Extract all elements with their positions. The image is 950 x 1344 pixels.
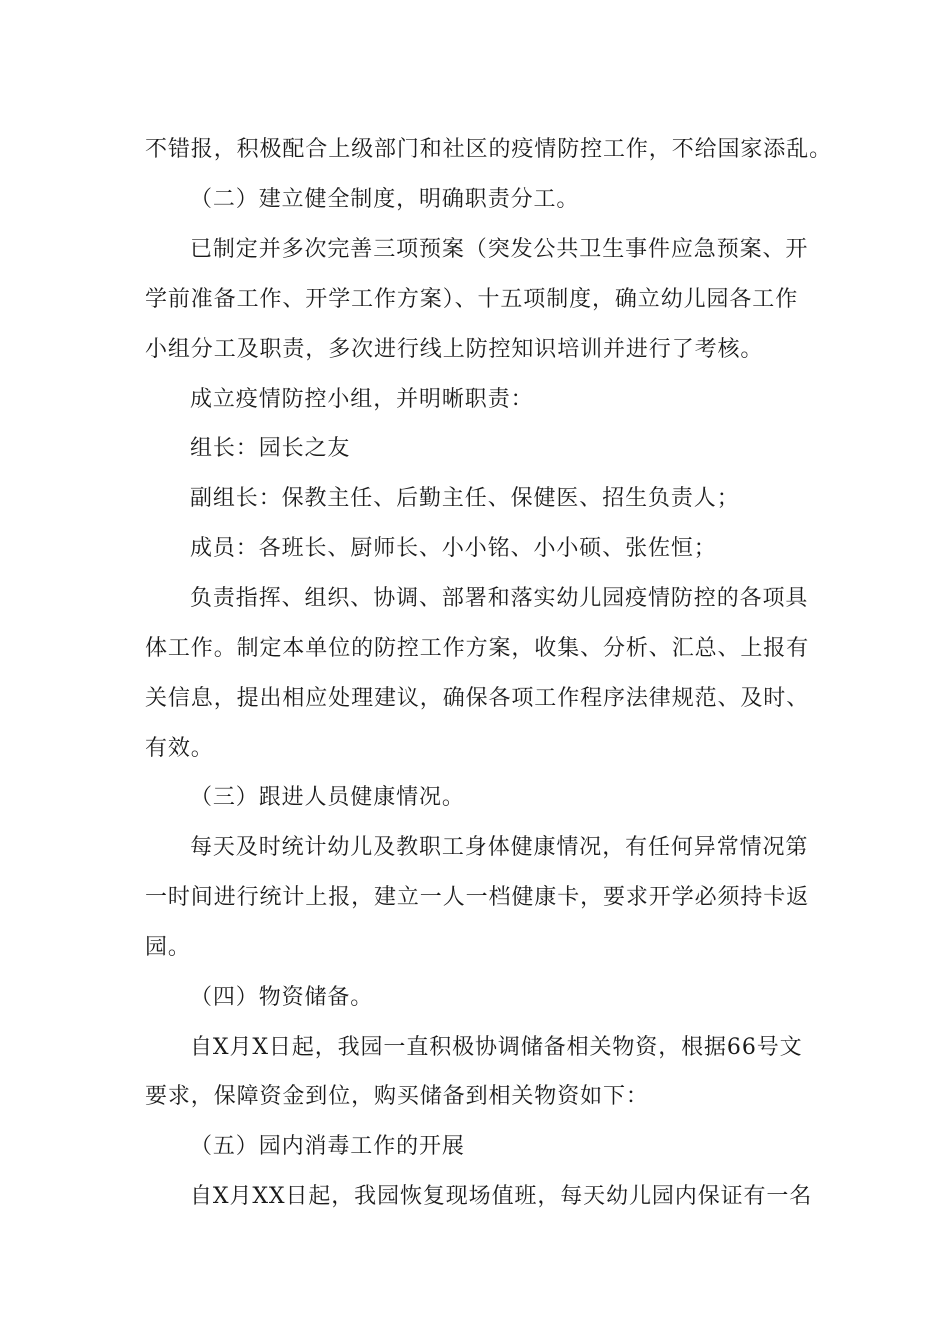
section-heading-3: （三）跟进人员健康情况。 xyxy=(190,785,465,810)
paragraph-line: 已制定并多次完善三项预案（突发公共卫生事件应急预案、开 xyxy=(190,237,809,262)
paragraph-line: 副组长：保教主任、后勤主任、保健医、招生负责人； xyxy=(190,486,740,511)
paragraph-line: 自X月XX日起，我园恢复现场值班，每天幼儿园内保证有一名 xyxy=(190,1184,813,1209)
paragraph-line: 园。 xyxy=(145,935,191,960)
section-heading-5: （五）园内消毒工作的开展 xyxy=(190,1134,465,1159)
section-heading-4: （四）物资储备。 xyxy=(190,985,374,1010)
paragraph-line: 有效。 xyxy=(145,736,214,761)
paragraph-line: 负责指挥、组织、协调、部署和落实幼儿园疫情防控的各项具 xyxy=(190,586,809,611)
paragraph-line: 不错报，积极配合上级部门和社区的疫情防控工作，不给国家添乱。 xyxy=(145,137,833,162)
paragraph-line: 体工作。制定本单位的防控工作方案，收集、分析、汇总、上报有 xyxy=(145,636,810,661)
paragraph-line: 学前准备工作、开学工作方案）、十五项制度，确立幼儿园各工作 xyxy=(145,287,799,312)
paragraph-line: 成员：各班长、厨师长、小小铭、小小硕、张佐恒； xyxy=(190,536,717,561)
paragraph-line: 要求，保障资金到位，购买储备到相关物资如下： xyxy=(145,1084,649,1109)
paragraph-line: 关信息，提出相应处理建议，确保各项工作程序法律规范、及时、 xyxy=(145,686,810,711)
paragraph-line: 自X月X日起，我园一直积极协调储备相关物资，根据66号文 xyxy=(190,1035,803,1060)
section-heading-2: （二）建立健全制度，明确职责分工。 xyxy=(190,187,580,212)
paragraph-line: 每天及时统计幼儿及教职工身体健康情况，有任何异常情况第 xyxy=(190,835,809,860)
paragraph-line: 组长：园长之友 xyxy=(190,436,351,461)
paragraph-line: 小组分工及职责，多次进行线上防控知识培训并进行了考核。 xyxy=(145,337,764,362)
paragraph-line: 一时间进行统计上报，建立一人一档健康卡，要求开学必须持卡返 xyxy=(145,885,810,910)
paragraph-line: 成立疫情防控小组，并明晰职责： xyxy=(190,387,534,412)
